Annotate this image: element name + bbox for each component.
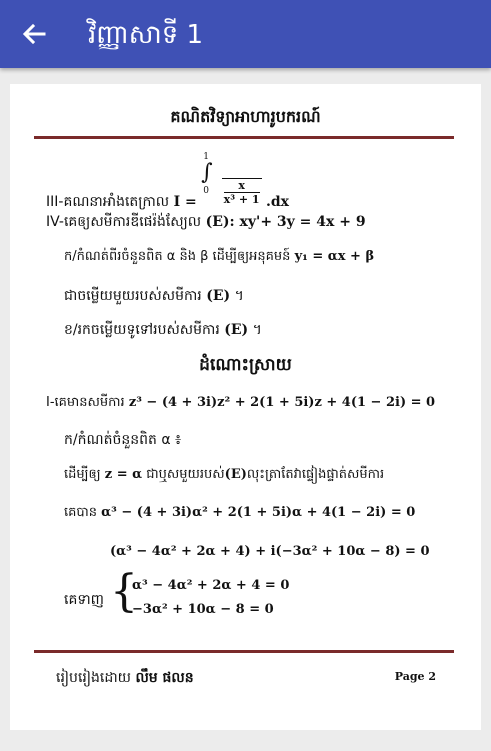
- sqrt: [222, 178, 262, 206]
- q3-dx: .dx: [266, 194, 290, 210]
- footer-author: លឹម ផលន: [135, 670, 194, 686]
- q4a-line: [64, 248, 374, 267]
- fraction-numerator: x: [224, 179, 260, 193]
- q3-line: [46, 152, 290, 210]
- q4-label: IV-គេឲ្យសមីការឌីផេរ៉ង់ស្យែល: [46, 214, 202, 230]
- q4-eq: (E): xy'+ 3y = 4x + 9: [205, 214, 366, 230]
- q4b-end: ។: [252, 322, 262, 338]
- integral-symbol: ∫: [201, 160, 213, 185]
- s1c-eq: α³ − (4 + 3i)α² + 2(1 + 5i)α + 4(1 − 2i) = 0: [101, 505, 416, 520]
- fraction-denominator: x³ + 1: [223, 192, 260, 206]
- s1e-eq2: −3α² + 10α − 8 = 0: [132, 602, 274, 617]
- bottom-divider: [34, 650, 454, 653]
- q4a-label: ក/កំណត់ពីរចំនួនពិត α និង β ដើម្បីឲ្យអនុគមន៍: [64, 249, 291, 264]
- q4b-label: ខ/រកចម្លើយទូទៅរបស់សមីការ: [64, 322, 220, 338]
- back-arrow-icon[interactable]: [18, 18, 50, 50]
- s1b-eq: z = α: [104, 467, 143, 482]
- q4-line: [46, 212, 366, 233]
- s1a-label: ក/កំណត់ចំនួនពិត α ៖: [64, 432, 182, 448]
- s1-label: I-គេមានសមីការ: [46, 395, 125, 410]
- s1e-line: [64, 566, 444, 624]
- q4a2-e: (E): [206, 288, 231, 304]
- q4b-line: [64, 320, 262, 341]
- s1a-line: [64, 430, 181, 451]
- s1e-label: គេទាញ: [64, 592, 104, 608]
- document-page[interactable]: [10, 84, 481, 730]
- footer-prep: រៀបរៀងដោយ: [56, 670, 131, 686]
- s1c-label: គេបាន: [64, 505, 98, 520]
- s1-eq: z³ − (4 + 3i)z² + 2(1 + 5i)z + 4(1 − 2i) = 0: [128, 395, 436, 410]
- q3-label: III-គណនាអាំងតេក្រាល: [46, 194, 170, 210]
- q4a-func: y₁ = αx + β: [294, 249, 375, 264]
- s1d-eq: (α³ − 4α² + 2α + 4) + i(−3α² + 10α − 8) = 0: [110, 544, 430, 559]
- s1b-label3: លុះត្រាតែវាផ្ទៀងផ្ទាត់សមីការ: [246, 467, 385, 482]
- s1c-line: [64, 504, 415, 523]
- integral-upper: 1: [203, 152, 209, 162]
- top-divider: [34, 136, 454, 139]
- integral-sign: [201, 154, 217, 194]
- app-bar: [0, 0, 491, 68]
- s1b-line: [64, 466, 384, 485]
- left-brace-icon: {: [110, 566, 138, 617]
- app-title: វិញ្ញាសាទី 1: [88, 20, 204, 50]
- q3-lhs: I =: [173, 194, 197, 210]
- s1-line: [46, 394, 435, 413]
- q4a2-end: ។: [234, 288, 244, 304]
- s1b-label2: ជាឬសមួយរបស់: [146, 467, 225, 482]
- fraction: [224, 179, 260, 206]
- s1e-eq1: α³ − 4α² + 2α + 4 = 0: [132, 578, 290, 593]
- integral-lower: 0: [203, 186, 209, 196]
- s1b-label1: ដើម្បីឲ្យ: [64, 467, 101, 482]
- s1d-line: [110, 544, 430, 559]
- s1b-e: (E): [224, 467, 247, 482]
- q4a2-line: [64, 286, 244, 307]
- q4b-e: (E): [224, 322, 249, 338]
- solution-heading: ដំណោះស្រាយ: [199, 355, 292, 375]
- footer-page: Page 2: [394, 670, 436, 683]
- doc-header: គណិតវិទ្យាអាហារូបករណ៍: [170, 107, 321, 126]
- footer: [56, 668, 436, 689]
- q4a2-label: ជាចម្លើយមួយរបស់សមីការ: [64, 288, 202, 304]
